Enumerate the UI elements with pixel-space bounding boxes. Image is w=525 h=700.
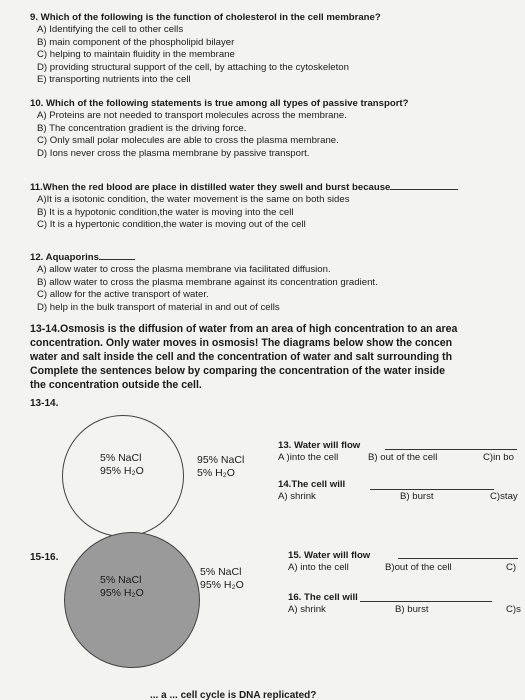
question-14-option-c: C)stay xyxy=(490,491,518,502)
diagram-2-inside xyxy=(100,574,144,600)
osmosis-line-3: water and salt inside the cell and the concentration of water and salt surrounding th xyxy=(30,351,453,363)
question-13-stem: 13. Water will flow xyxy=(278,440,361,451)
question-15 xyxy=(288,550,370,562)
question-12 xyxy=(30,250,378,314)
diagram-1-inside xyxy=(100,452,144,478)
question-13-option-a: A )into the cell xyxy=(278,452,339,463)
question-12-option-d: D) help in the bulk transport of material in and out of cells xyxy=(37,301,280,313)
diagram-1-inside-nacl: 5% NaCl xyxy=(100,452,142,464)
question-11-answer-blank[interactable] xyxy=(390,180,458,190)
diagram-2-inside-water: 95% H₂O xyxy=(100,587,144,599)
question-15-option-c: C) xyxy=(506,562,517,573)
question-13-option-b: B) out of the cell xyxy=(368,452,438,463)
osmosis-line-5: the concentration outside the cell. xyxy=(30,379,202,391)
diagram-1-outside xyxy=(197,454,244,480)
question-10-option-a: A) Proteins are not needed to transport molecules across the membrane. xyxy=(37,110,347,122)
question-12-option-a: A) allow water to cross the plasma membrane via facilitated diffusion. xyxy=(37,264,331,276)
question-9-option-e: E) transporting nutrients into the cell xyxy=(37,74,191,86)
diagram-2-inside-nacl: 5% NaCl xyxy=(100,574,142,586)
question-14-stem: 14.The cell will xyxy=(278,479,346,490)
osmosis-line-4: Complete the sentences below by comparing the concentration of the water inside xyxy=(30,365,445,377)
question-9-option-d: D) providing structural support of the cell, by attaching to the cytoskeleton xyxy=(37,61,349,73)
question-12-option-b: B) allow water to cross the plasma membrane against its concentration gradient. xyxy=(37,276,378,288)
question-11-option-c: C) It is a hypertonic condition,the water is moving out of the cell xyxy=(37,219,306,231)
question-16-answer-line[interactable] xyxy=(360,601,492,602)
question-15-stem: 15. Water will flow xyxy=(288,550,371,561)
question-16 xyxy=(288,592,358,604)
question-10-stem: 10. Which of the following statements is true among all types of passive transport? xyxy=(30,98,409,109)
question-16-option-a: A) shrink xyxy=(288,604,326,615)
next-question-partial: ... a ... cell cycle is DNA replicated? xyxy=(150,690,317,700)
question-14-option-b: B) burst xyxy=(400,491,434,502)
question-13-option-c: C)in bo xyxy=(483,452,514,463)
question-15-option-a: A) into the cell xyxy=(288,562,349,573)
question-9 xyxy=(30,12,381,86)
question-10-option-b: B) The concentration gradient is the driving force. xyxy=(37,122,247,134)
diagram-1-outside-water: 5% H₂O xyxy=(197,467,235,479)
question-9-option-c: C) helping to maintain fluidity in the membrane xyxy=(37,49,235,61)
question-13 xyxy=(278,440,360,452)
question-16-option-b: B) burst xyxy=(395,604,429,615)
question-12-answer-blank[interactable] xyxy=(99,250,135,260)
question-11-option-b: B) It is a hypotonic condition,the water is moving into the cell xyxy=(37,206,294,218)
question-11-stem xyxy=(30,180,458,194)
diagram-1-label: 13-14. xyxy=(30,398,59,409)
question-9-stem: 9. Which of the following is the function of cholesterol in the cell membrane? xyxy=(30,12,381,23)
question-11 xyxy=(30,180,458,232)
question-12-stem xyxy=(30,250,378,264)
diagram-2-outside-nacl: 5% NaCl xyxy=(200,566,242,578)
osmosis-instructions xyxy=(30,322,457,392)
question-10-option-c: C) Only small polar molecules are able to cross the plasma membrane. xyxy=(37,135,339,147)
diagram-1-outside-nacl: 95% NaCl xyxy=(197,454,245,466)
diagram-2-cell xyxy=(64,532,200,668)
question-10-option-d: D) Ions never cross the plasma membrane by passive transport. xyxy=(37,147,310,159)
diagram-2-outside xyxy=(200,566,244,592)
question-15-answer-line[interactable] xyxy=(398,558,518,559)
question-15-option-b: B)out of the cell xyxy=(385,562,452,573)
osmosis-line-1: 13-14.Osmosis is the diffusion of water from an area of high concentration to an area xyxy=(30,323,458,335)
question-14-answer-line[interactable] xyxy=(370,489,494,490)
diagram-2-label: 15-16. xyxy=(30,552,59,563)
question-14-option-a: A) shrink xyxy=(278,491,316,502)
question-12-stem-text: 12. Aquaporins xyxy=(30,252,99,263)
question-14 xyxy=(278,479,345,491)
question-11-option-a: A)It is a isotonic condition, the water movement is the same on both sides xyxy=(37,194,350,206)
question-16-option-c: C)s xyxy=(506,604,521,615)
question-13-answer-line[interactable] xyxy=(385,449,517,450)
question-9-option-a: A) Identifying the cell to other cells xyxy=(37,24,184,36)
question-10 xyxy=(30,98,409,160)
question-12-option-c: C) allow for the active transport of water. xyxy=(37,289,209,301)
question-9-option-b: B) main component of the phospholipid bilayer xyxy=(37,36,235,48)
question-11-stem-text: 11.When the red blood are place in distilled water they swell and burst because xyxy=(30,182,391,193)
osmosis-line-2: concentration. Only water moves in osmosis! The diagrams below show the concen xyxy=(30,337,453,349)
diagram-2-outside-water: 95% H₂O xyxy=(200,579,244,591)
question-16-stem: 16. The cell will xyxy=(288,592,358,603)
diagram-1-inside-water: 95% H₂O xyxy=(100,465,144,477)
